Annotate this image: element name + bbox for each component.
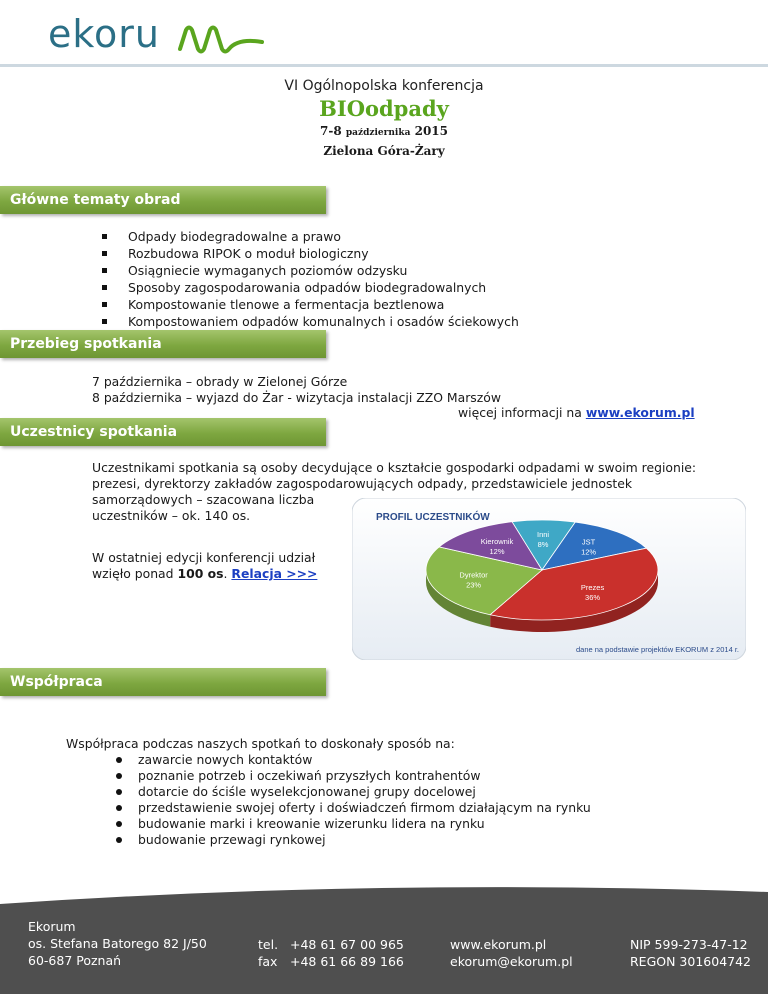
list-item: przedstawienie swojej oferty i doświadczeń firmom działającym na rynku: [114, 800, 591, 816]
footer-phones: [290, 936, 404, 970]
list-item: budowanie przewagi rynkowej: [114, 832, 591, 848]
more-info-prefix: więcej informacji na: [458, 405, 586, 420]
svg-text:ekoru: ekoru: [48, 16, 160, 56]
more-info-line: [458, 405, 695, 422]
list-item: Rozbudowa RIPOK o moduł biologiczny: [100, 245, 519, 262]
last-edition-text: wzięło ponad: [92, 566, 178, 581]
footer-nip: NIP 599-273-47-12: [630, 937, 748, 952]
conference-title: BIOodpady: [319, 96, 449, 121]
pie-label-kierownik: Kierownik: [480, 536, 514, 546]
report-link[interactable]: Relacja >>>: [231, 566, 318, 581]
schedule-day-1: 7 października – obrady w Zielonej Górze: [92, 374, 348, 389]
section-header-schedule: Przebieg spotkania: [0, 330, 326, 358]
pie-value-jst: 12%: [581, 547, 597, 557]
chart-title: PROFIL UCZESTNIKÓW: [376, 512, 490, 523]
conference-place: Zielona Góra-Żary: [323, 144, 445, 158]
participants-line-4: uczestników – ok. 140 os.: [92, 508, 251, 523]
list-item: Osiągniecie wymaganych poziomów odzysku: [100, 262, 519, 279]
footer-tel-label: tel.: [258, 937, 279, 952]
participants-line-2: prezesi, dyrektorzy zakładów zagospodarowujących odpady, przedstawiciele jednostek: [92, 476, 633, 491]
conference-subtitle: VI Ogólnopolska konferencja: [284, 78, 484, 94]
footer-web-contact: [450, 936, 573, 970]
chart-source-note: dane na podstawie projektów EKORUM z 2014 r.: [575, 645, 739, 654]
pie-value-kierownik: 12%: [489, 546, 505, 556]
list-item: Sposoby zagospodarowania odpadów biodegradowalnych: [100, 279, 519, 296]
website-link[interactable]: www.ekorum.pl: [585, 405, 695, 420]
footer-email[interactable]: ekorum@ekorum.pl: [450, 954, 573, 969]
participants-line-3: samorządowych – szacowana liczba: [92, 492, 315, 507]
list-item: poznanie potrzeb i oczekiwań przyszłych kontrahentów: [114, 768, 591, 784]
list-item: Kompostowaniem odpadów komunalnych i osadów ściekowych: [100, 313, 519, 330]
last-edition-line-1: W ostatniej edycji konferencji udział: [92, 550, 316, 565]
footer-fax-label: fax: [258, 954, 278, 969]
pie-label-jst: JST: [581, 537, 596, 547]
pie-value-dyrektor: 23%: [466, 580, 482, 590]
list-item: Kompostowanie tlenowe a fermentacja beztlenowa: [100, 296, 519, 313]
pie-label-inni: Inni: [536, 530, 550, 540]
cooperation-list: [114, 752, 591, 848]
footer-web[interactable]: www.ekorum.pl: [450, 937, 547, 952]
footer-company: Ekorum: [28, 919, 76, 934]
pie-label-prezes: Prezes: [580, 583, 605, 593]
list-item: budowanie marki i kreowanie wizerunku lidera na rynku: [114, 816, 591, 832]
list-item: zawarcie nowych kontaktów: [114, 752, 591, 768]
footer-tel: +48 61 67 00 965: [290, 937, 404, 952]
list-item: Odpady biodegradowalne a prawo: [100, 228, 519, 245]
section-header-cooperation: Współpraca: [0, 668, 326, 696]
last-edition-punct: .: [223, 566, 232, 581]
ekorum-logo: [48, 16, 268, 56]
footer-phone-labels: [258, 936, 278, 970]
date-month: października: [345, 128, 411, 138]
topics-list: [100, 228, 519, 330]
header-divider: [0, 64, 768, 67]
last-edition-line-2: [92, 566, 317, 583]
participants-line-1: Uczestnikami spotkania są osoby decydujące o kształcie gospodarki odpadami w swoim regionie:: [92, 460, 697, 475]
list-item: dotarcie do ściśle wyselekcjonowanej grupy docelowej: [114, 784, 591, 800]
date-days: 7-8: [319, 124, 342, 138]
footer-street: os. Stefana Batorego 82 J/50: [28, 936, 207, 951]
footer-fax: +48 61 66 89 166: [290, 954, 404, 969]
last-edition-count: 100 os: [177, 566, 224, 581]
date-year: 2015: [414, 124, 449, 138]
conference-date: [0, 124, 768, 138]
pie-value-inni: 8%: [537, 540, 549, 550]
footer-registry: [630, 936, 751, 970]
cooperation-intro: Współpraca podczas naszych spotkań to doskonały sposób na:: [66, 736, 455, 751]
schedule-day-2: 8 października – wyjazd do Żar - wizytacja instalacji ZZO Marszów: [92, 390, 501, 405]
participants-pie-chart: [352, 498, 746, 660]
footer-address: [28, 918, 207, 969]
section-header-participants: Uczestnicy spotkania: [0, 418, 326, 446]
section-header-topics: Główne tematy obrad: [0, 186, 326, 214]
pie-value-prezes: 36%: [585, 593, 601, 603]
footer-city: 60-687 Poznań: [28, 953, 122, 968]
footer: [0, 884, 768, 994]
footer-regon: REGON 301604742: [630, 954, 752, 969]
pie-label-dyrektor: Dyrektor: [459, 570, 488, 580]
